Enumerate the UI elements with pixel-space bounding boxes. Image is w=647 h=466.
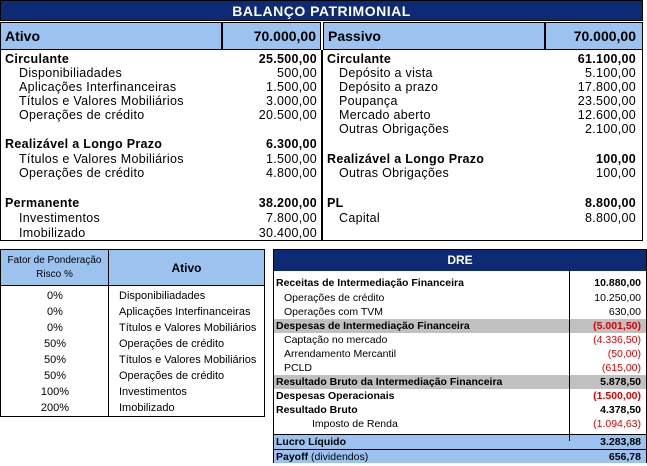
passivo-row: PL 8.800,00 bbox=[327, 196, 636, 210]
passivo-body bbox=[322, 50, 643, 241]
passivo-row: Poupança 23.500,00 bbox=[339, 94, 636, 108]
passivo-header bbox=[323, 22, 545, 50]
table-row: 50% Títulos e Valores Mobiliários bbox=[43, 354, 257, 366]
ativo-header bbox=[0, 22, 222, 50]
dre-row: Despesas Operacionais (1.500,00) bbox=[276, 390, 641, 402]
ativo-row: Disponibiliadades 500,00 bbox=[19, 66, 317, 80]
ativo-row: Aplicações Interfinanceiras 1.500,00 bbox=[19, 80, 317, 94]
dre-row: Resultado Bruto da Intermediação Financeira 5.878,50 bbox=[274, 375, 646, 389]
ativo-row: Títulos e Valores Mobiliários 1.500,00 bbox=[19, 152, 317, 166]
ativo-row: Imobilizado 30.400,00 bbox=[19, 226, 317, 240]
dre-row: Imposto de Renda (1.094,63) bbox=[312, 418, 641, 430]
ativo-row: Títulos e Valores Mobiliários 3.000,00 bbox=[19, 94, 317, 108]
ativo-row: Permanente 38.200,00 bbox=[5, 196, 317, 210]
dre-row: PCLD (615,00) bbox=[284, 362, 641, 374]
table-row: 0% Aplicações Interfinanceiras bbox=[47, 306, 251, 318]
dre-row: Arrendamento Mercantil (50,00) bbox=[284, 348, 641, 360]
dre-title: DRE bbox=[274, 250, 646, 271]
ativo-column-header: Ativo bbox=[109, 250, 264, 286]
passivo-row: Realizável a Longo Prazo 100,00 bbox=[327, 152, 636, 166]
passivo-row: Capital 8.800,00 bbox=[339, 211, 636, 225]
ativo-row: Operações de crédito 4.800,00 bbox=[19, 166, 317, 180]
ativo-row: Circulante 25.500,00 bbox=[5, 52, 317, 66]
column-divider bbox=[569, 271, 570, 441]
passivo-row: Outras Obrigações 100,00 bbox=[339, 166, 636, 180]
ativo-row: Operações de crédito 20.500,00 bbox=[19, 108, 317, 122]
table-row: 200% Imobilizado bbox=[40, 402, 175, 414]
table-row: 50% Operações de crédito bbox=[43, 338, 225, 350]
dre-table bbox=[273, 249, 647, 463]
dre-row: Receitas de Intermediação Financeira 10.880,00 bbox=[276, 277, 641, 289]
dre-row-lucro: Lucro Líquido 3.283,88 bbox=[274, 434, 646, 449]
table-row: 50% Operações de crédito bbox=[43, 370, 225, 382]
ativo-row: Realizável a Longo Prazo 6.300,00 bbox=[5, 137, 317, 151]
table-row: 0% Disponibiliadades bbox=[47, 290, 206, 302]
ativo-total bbox=[222, 22, 321, 50]
table-row: 100% Investimentos bbox=[40, 386, 187, 398]
dre-row: Resultado Bruto 4.378,50 bbox=[276, 404, 641, 416]
ativo-total-value: 70.000,00 bbox=[253, 28, 316, 44]
dre-row: Despesas de Intermediação Financeira (5.001,50) bbox=[274, 319, 646, 333]
passivo-row: Outras Obrigações 2.100,00 bbox=[339, 122, 636, 136]
passivo-row: Depósito a vista 5.100,00 bbox=[339, 66, 636, 80]
dre-row: Captação no mercado (4.336,50) bbox=[284, 334, 641, 346]
balanco-title: BALANÇO PATRIMONIAL bbox=[0, 0, 643, 21]
passivo-header-label: Passivo bbox=[328, 28, 381, 44]
fator-ponderacao-table bbox=[0, 249, 265, 417]
passivo-total bbox=[545, 22, 643, 50]
dre-row-payoff: Payoff (dividendos) 656,78 bbox=[274, 449, 646, 463]
dre-row: Operações com TVM 630,00 bbox=[284, 306, 641, 318]
table-row: 0% Títulos e Valores Mobiliários bbox=[47, 322, 257, 334]
passivo-row: Circulante 61.100,00 bbox=[327, 52, 636, 66]
ativo-header-label: Ativo bbox=[5, 28, 40, 44]
ativo-body bbox=[0, 50, 322, 241]
dre-row: Operações de crédito 10.250,00 bbox=[284, 292, 641, 304]
ativo-row: Investimentos 7.800,00 bbox=[19, 211, 317, 225]
passivo-row: Mercado aberto 12.600,00 bbox=[339, 108, 636, 122]
passivo-total-value: 70.000,00 bbox=[573, 28, 636, 44]
fator-header: Fator de Ponderação Risco % bbox=[1, 250, 109, 286]
passivo-row: Depósito a prazo 17.800,00 bbox=[339, 80, 636, 94]
